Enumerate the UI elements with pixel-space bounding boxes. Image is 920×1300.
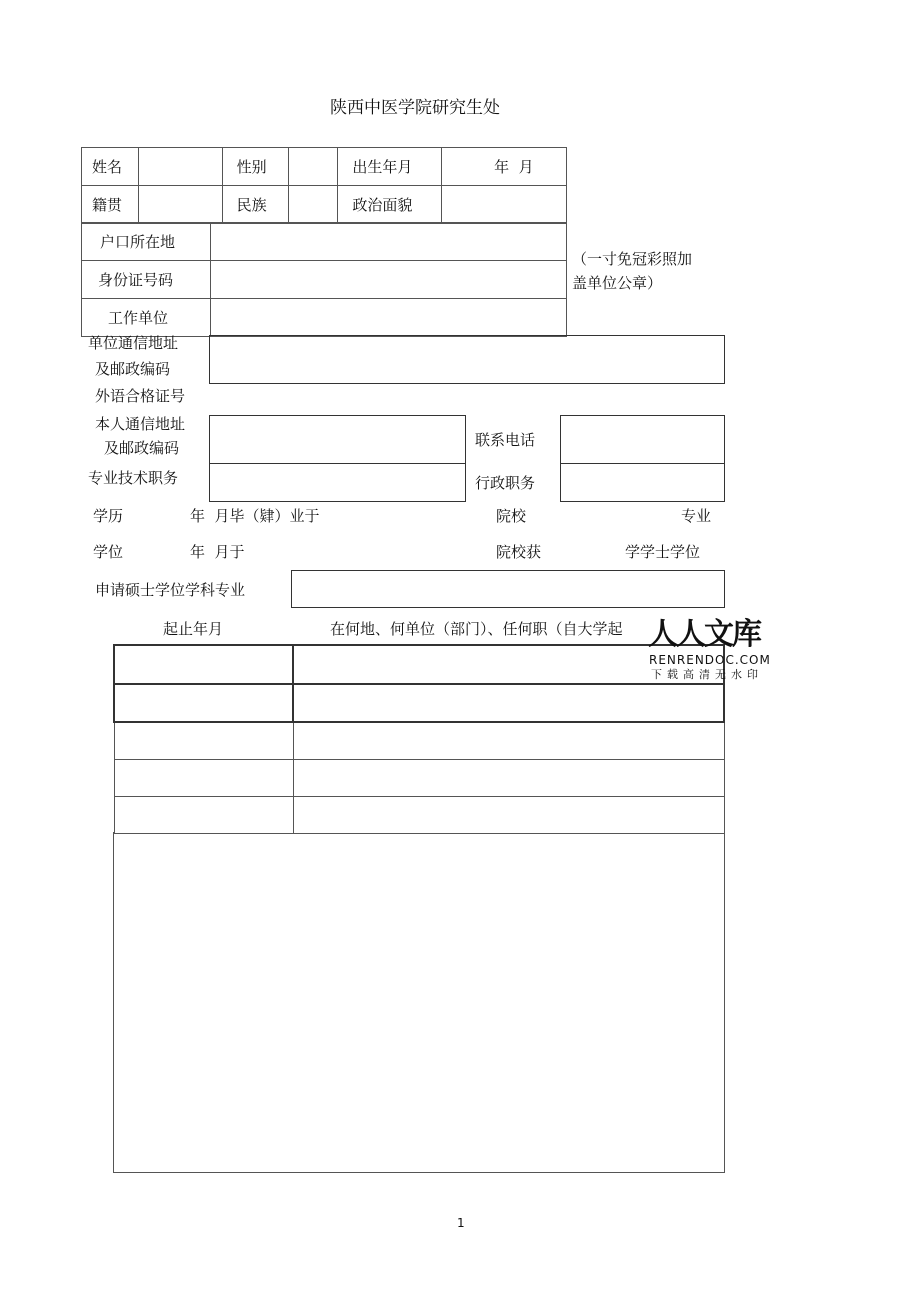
record-label: 学历 xyxy=(93,507,124,525)
phone-field[interactable] xyxy=(560,415,725,464)
table-row xyxy=(114,722,724,759)
table-row xyxy=(114,796,724,833)
watermark-brand: 人人文库 xyxy=(648,617,760,652)
birth-label: 出生年月 xyxy=(338,148,442,186)
native-field[interactable] xyxy=(138,186,222,224)
personal-address-field[interactable] xyxy=(209,415,466,464)
unit-address-field[interactable] xyxy=(209,335,725,384)
tech-title-field[interactable] xyxy=(209,463,466,502)
phone-label: 联系电话 xyxy=(475,431,536,449)
personal-address-label-line2: 及邮政编码 xyxy=(104,439,180,457)
photo-note-line1: （一寸免冠彩照加 xyxy=(572,250,693,268)
workplace-label: 工作单位 xyxy=(82,299,211,337)
language-cert-label: 外语合格证号 xyxy=(95,387,186,405)
ethnicity-label: 民族 xyxy=(222,186,289,224)
school-obtained-label: 院校获 xyxy=(496,543,542,561)
native-label: 籍贯 xyxy=(82,186,139,224)
gender-field[interactable] xyxy=(289,148,338,186)
bachelor-label: 学学士学位 xyxy=(625,543,701,561)
table-row xyxy=(114,759,724,796)
detail-header: 在何地、何单位（部门）、任何职（自大学起 xyxy=(330,620,623,638)
workplace-field[interactable] xyxy=(211,299,567,337)
birth-field[interactable]: 年 月 xyxy=(442,148,567,186)
photo-note-line2: 盖单位公章） xyxy=(572,274,663,292)
detail-cell[interactable] xyxy=(293,684,724,722)
name-label: 姓名 xyxy=(82,148,139,186)
household-label: 户口所在地 xyxy=(82,223,211,261)
household-field[interactable] xyxy=(211,223,567,261)
name-field[interactable] xyxy=(138,148,222,186)
political-field[interactable] xyxy=(442,186,567,224)
page-title: 陕西中医学院研究生处 xyxy=(330,98,500,118)
detail-cell[interactable] xyxy=(293,759,724,796)
history-blank-area[interactable] xyxy=(113,832,725,1173)
period-cell[interactable] xyxy=(114,645,293,684)
identity-table xyxy=(81,222,567,337)
major-label: 专业 xyxy=(681,507,712,525)
school-label: 院校 xyxy=(496,507,527,525)
admin-title-field[interactable] xyxy=(560,463,725,502)
period-cell[interactable] xyxy=(114,684,293,722)
page-number: 1 xyxy=(457,1216,465,1230)
basic-info-table xyxy=(81,147,567,224)
period-cell[interactable] xyxy=(114,796,293,833)
period-header: 起止年月 xyxy=(163,620,224,638)
degree-label: 学位 xyxy=(93,543,124,561)
period-cell[interactable] xyxy=(114,722,293,759)
record-text: 年 月毕（肄）业于 xyxy=(190,507,320,525)
id-field[interactable] xyxy=(211,261,567,299)
table-row xyxy=(114,684,724,722)
unit-address-label-line1: 单位通信地址 xyxy=(88,334,179,352)
watermark-url: RENRENDOC.COM xyxy=(649,653,771,667)
table-row xyxy=(114,645,724,684)
personal-address-label-line1: 本人通信地址 xyxy=(95,415,186,433)
apply-major-label: 申请硕士学位学科专业 xyxy=(95,581,246,599)
period-cell[interactable] xyxy=(114,759,293,796)
degree-text: 年 月于 xyxy=(190,543,245,561)
political-label: 政治面貌 xyxy=(338,186,442,224)
unit-address-label-line2: 及邮政编码 xyxy=(95,360,171,378)
history-table xyxy=(113,644,725,834)
id-label: 身份证号码 xyxy=(82,261,211,299)
watermark-tagline: 下载高清无水印 xyxy=(651,668,763,681)
tech-title-label: 专业技术职务 xyxy=(88,469,179,487)
apply-major-field[interactable] xyxy=(291,570,725,608)
detail-cell[interactable] xyxy=(293,722,724,759)
detail-cell[interactable] xyxy=(293,796,724,833)
admin-title-label: 行政职务 xyxy=(475,474,536,492)
ethnicity-field[interactable] xyxy=(289,186,338,224)
gender-label: 性别 xyxy=(222,148,289,186)
